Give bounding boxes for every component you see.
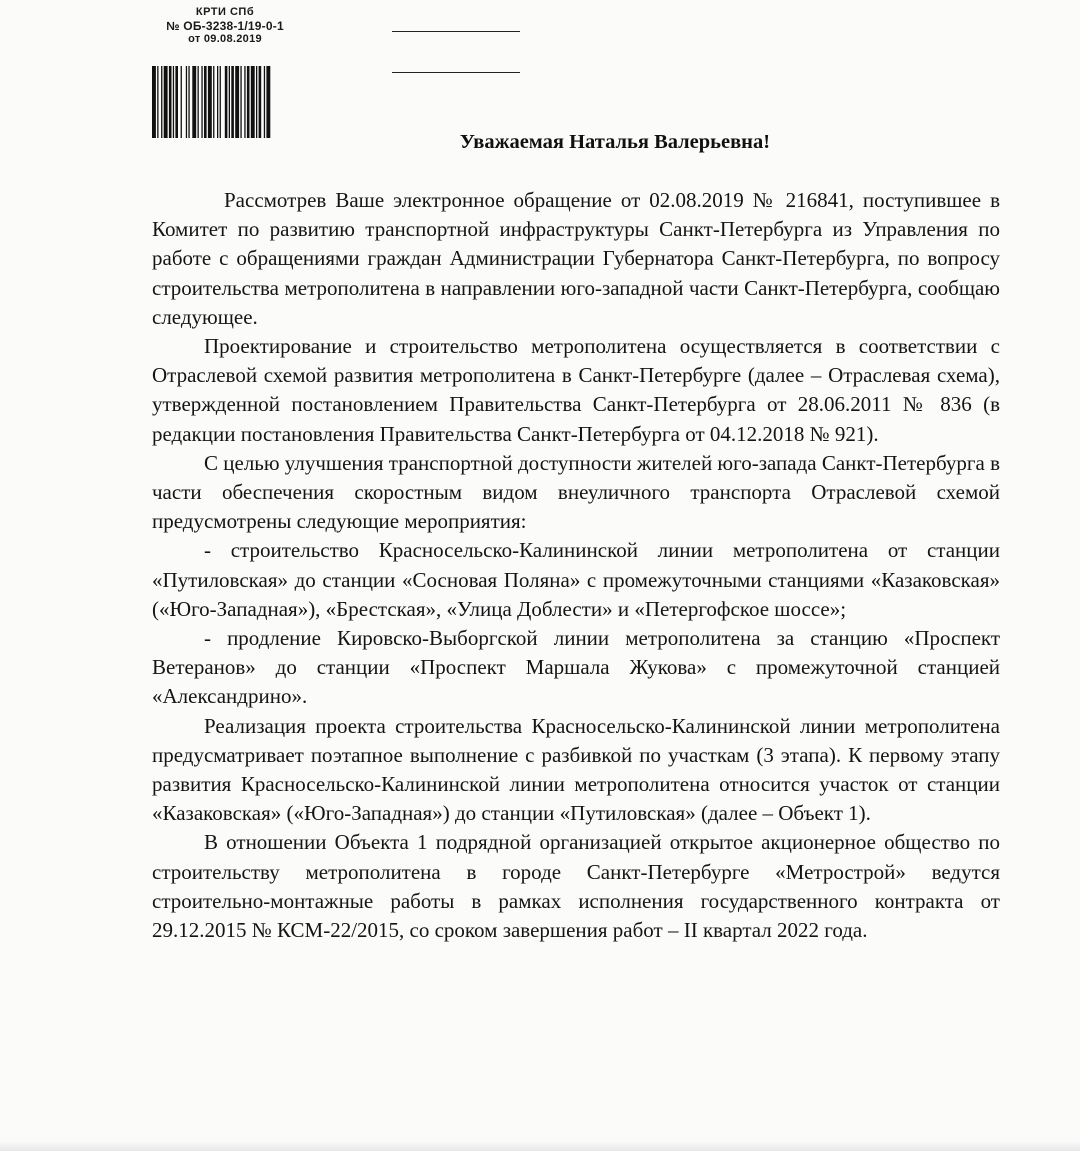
paragraph-contract: В отношении Объекта 1 подрядной организацией открытое акционерное общество по строительству метрополитена в городе Санкт-Петербурге «Метрострой» ведутся строительно-монтажные работы в рамках исполнения государственного контракта от 29.12.2015 № КСМ-22/2015, со сроком завершения работ – II квартал 2022 года. — [152, 830, 1000, 943]
barcode-bar — [157, 66, 158, 138]
greeting: Уважаемая Наталья Валерьевна! — [459, 131, 771, 153]
blank-line-bottom — [392, 72, 520, 73]
barcode-bar — [169, 66, 172, 138]
barcode-bar — [181, 66, 182, 138]
paragraph-intro: Рассмотрев Ваше электронное обращение от 02.08.2019 № 216841, поступившее в Комитет по развитию транспортной инфраструктуры Санкт-Петербурга из Управления по работе с обращениями граждан Администрации Губернатора Санкт-Петербурга, по вопросу строительства метрополитена в направлении юго-западной части Санкт-Петербурга, сообщаю следующее. — [152, 188, 1000, 329]
barcode-bar — [240, 66, 241, 138]
barcode-bar — [152, 66, 156, 138]
list-item-kirovsko-vyborgskaya: - продление Кировско-Выборгской линии метрополитена за станцию «Проспект Ветеранов» до станции «Проспект Маршала Жукова» с промежуточной станцией «Александрино». — [152, 626, 1000, 709]
paragraph-purpose: С целью улучшения транспортной доступности жителей юго-запада Санкт-Петербурга в части обеспечения скоростным видом внеуличного транспорта Отраслевой схемой предусмотрены следующие мероприятия: — [152, 450, 1000, 534]
barcode-bar — [213, 66, 214, 138]
letter-body — [152, 186, 1000, 945]
barcode-bar — [201, 66, 202, 138]
barcode-bar — [266, 66, 270, 138]
barcode-bar — [256, 66, 257, 138]
registration-stamp — [150, 6, 300, 46]
barcode-bar — [161, 66, 162, 138]
barcode-bar — [198, 66, 199, 138]
paragraph-stages: Реализация проекта строительства Красносельско-Калининской линии метрополитена предусматривает поэтапное выполнение с разбивкой по участкам (3 этапа). К первому этапу развития Красносельско-Калининской линии метрополитена относится участок от станции «Казаковская» («Юго-Западная») до станции «Путиловская» (далее – Объект 1). — [152, 713, 1000, 826]
barcode-bar — [225, 66, 228, 138]
scan-edge-shadow — [0, 1141, 1080, 1151]
barcode-bar — [217, 66, 218, 138]
barcode-bar — [247, 66, 250, 138]
stamp-date: от 09.08.2019 — [188, 33, 262, 45]
barcode-bar — [208, 66, 212, 138]
barcode-bar — [251, 66, 255, 138]
barcode-bar — [259, 66, 262, 138]
barcode-bar — [244, 66, 245, 138]
stamp-number: № ОБ-3238-1/19-0-1 — [166, 19, 284, 33]
barcode-bar — [220, 66, 221, 138]
barcode-bar — [175, 66, 178, 138]
list-item-krasnoselsko-kalininskaya: - строительство Красносельско-Калининской линии метрополитена от станции «Путиловская» до станции «Сосновая Поляна» с промежуточными станциями «Казаковская» («Юго-Западная»), «Брестская», «Улица Доблести» и «Петергофское шоссе»; — [152, 538, 1000, 621]
blank-line-top — [392, 31, 520, 32]
barcode-bar — [192, 66, 196, 138]
barcode-bar — [231, 66, 234, 138]
stamp-organization: КРТИ СПб — [195, 6, 255, 18]
barcode — [152, 66, 302, 138]
barcode-bar — [188, 66, 189, 138]
barcode-bar — [186, 66, 187, 138]
barcode-bar — [204, 66, 207, 138]
barcode-bar — [229, 66, 230, 138]
barcode-bar — [235, 66, 239, 138]
paragraph-design: Проектирование и строительство метрополитена осуществляется в соответствии с Отраслевой схемой развития метрополитена в Санкт-Петербурге (далее – Отраслевая схема), утвержденной постановлением Правительства Санкт-Петербурга от 28.06.2011 № 836 (в редакции постановления Правительства Санкт-Петербурга от 04.12.2018 № 921). — [152, 334, 1000, 446]
barcode-bar — [164, 66, 168, 138]
barcode-bar — [173, 66, 174, 138]
barcode-bar — [264, 66, 265, 138]
